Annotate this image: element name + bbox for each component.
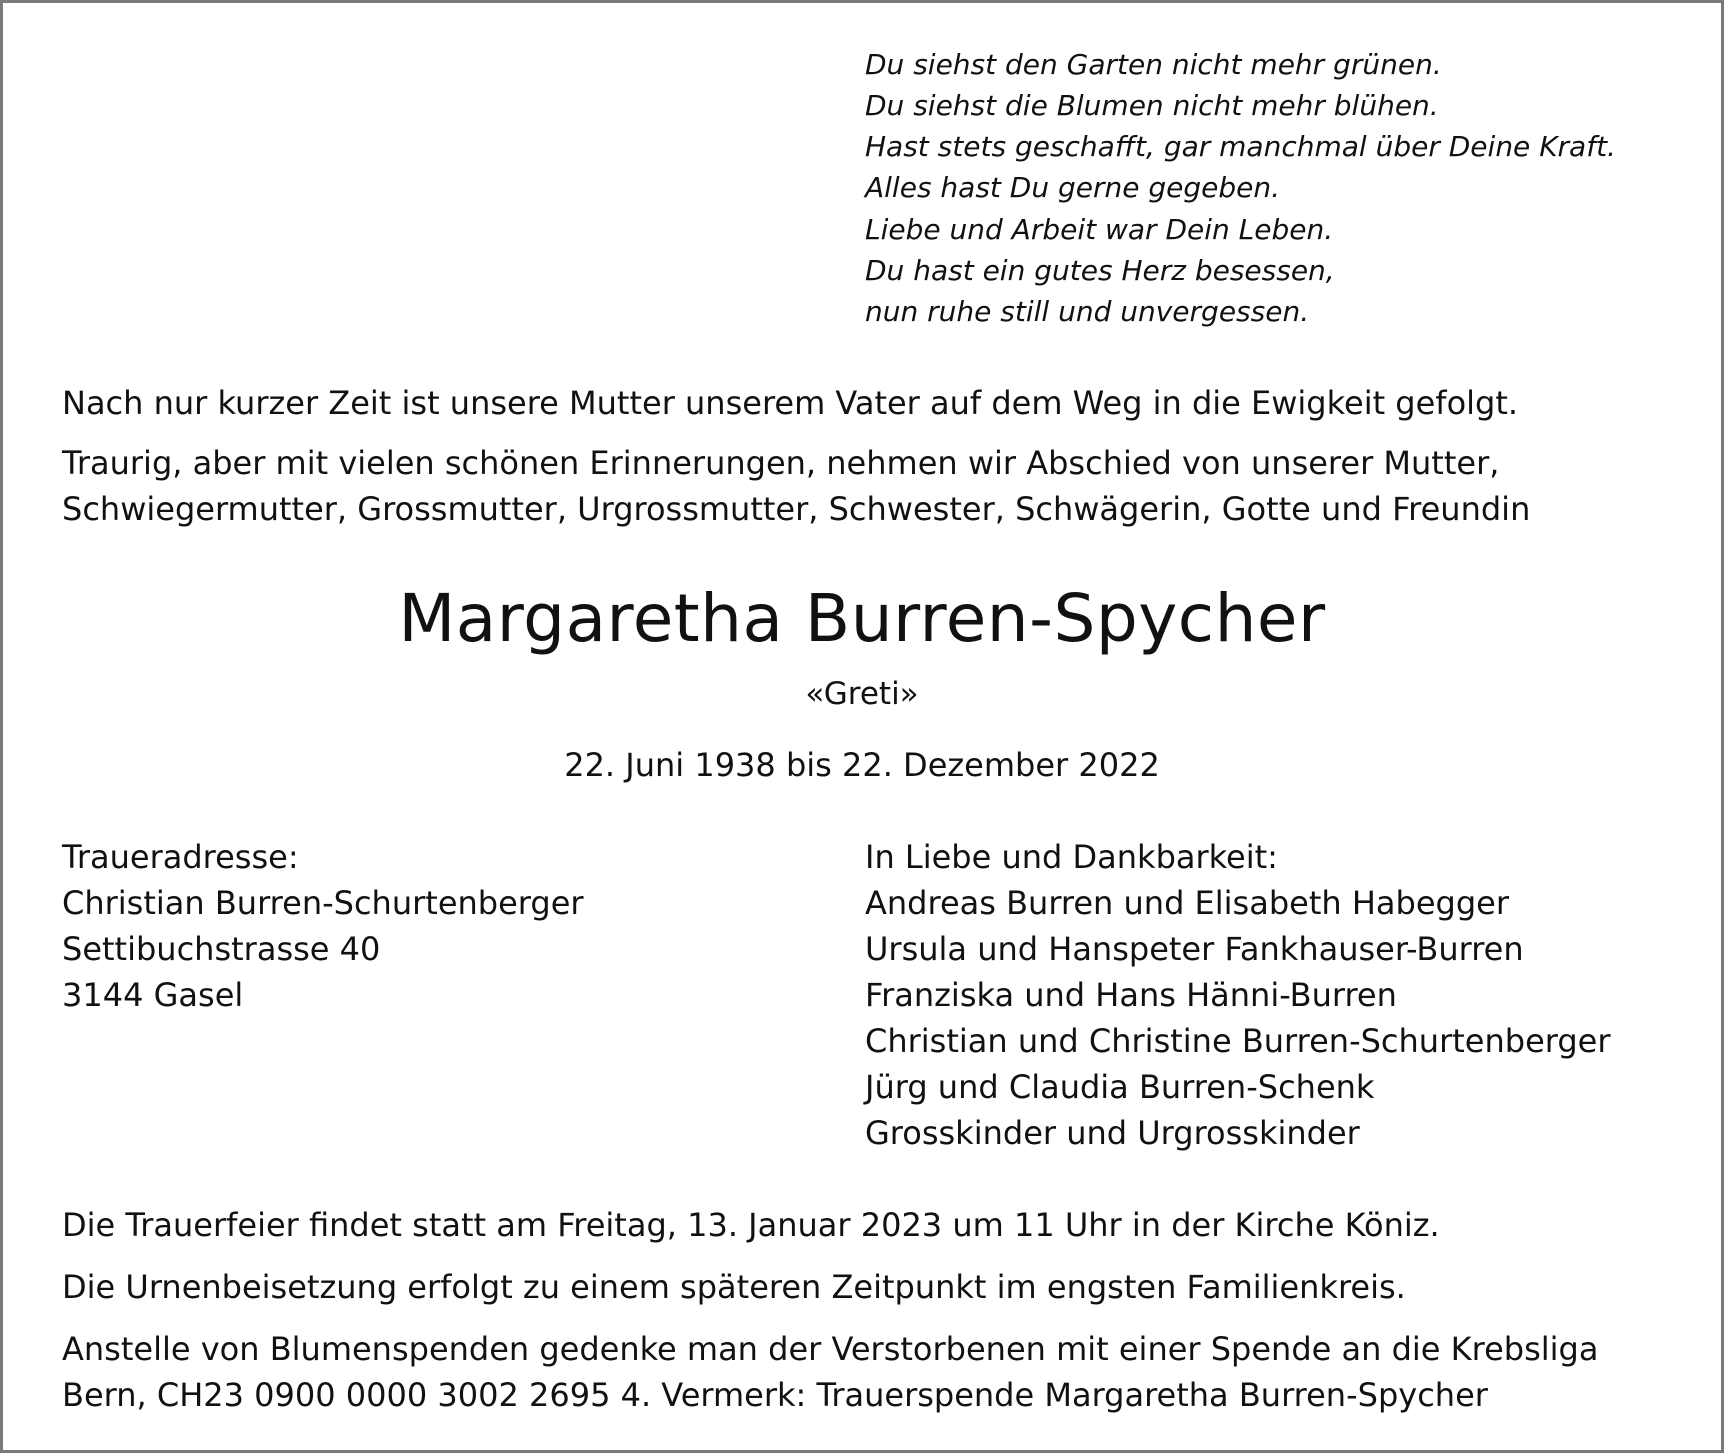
closing-line: Die Urnenbeisetzung erfolgt zu einem späteren Zeitpunkt im engsten Familienkreis. xyxy=(62,1268,1406,1306)
mourner-line: Franziska und Hans Hänni-Burren xyxy=(865,976,1397,1014)
deceased-name: Margaretha Burren-Spycher xyxy=(398,580,1326,657)
poem-line: Alles hast Du gerne gegeben. xyxy=(865,171,1281,204)
mourner-line: Jürg und Claudia Burren-Schenk xyxy=(865,1068,1375,1106)
mourner-line: Ursula und Hanspeter Fankhauser-Burren xyxy=(865,930,1524,968)
closing-line: Anstelle von Blumenspenden gedenke man der Verstorbenen mit einer Spende an die Krebsliga xyxy=(62,1330,1599,1368)
poem-line: Du siehst den Garten nicht mehr grünen. xyxy=(865,48,1442,81)
closing-line: Bern, CH23 0900 0000 3002 2695 4. Vermerk: Trauerspende Margaretha Burren-Spycher xyxy=(62,1376,1488,1414)
address-line: Settibuchstrasse 40 xyxy=(62,930,381,968)
intro-text: Schwiegermutter, Grossmutter, Urgrossmutter, Schwester, Schwägerin, Gotte und Freundin xyxy=(62,490,1531,528)
poem-line: nun ruhe still und unvergessen. xyxy=(865,295,1310,328)
poem-line: Du hast ein gutes Herz besessen, xyxy=(865,254,1335,287)
closing-line: Die Trauerfeier findet statt am Freitag, 13. Januar 2023 um 11 Uhr in der Kirche Köniz. xyxy=(62,1206,1440,1244)
mourner-line: Andreas Burren und Elisabeth Habegger xyxy=(865,884,1509,922)
intro-text: Traurig, aber mit vielen schönen Erinnerungen, nehmen wir Abschied von unserer Mutter, xyxy=(62,444,1500,482)
mourner-line: Christian und Christine Burren-Schurtenberger xyxy=(865,1022,1611,1060)
intro-text: Nach nur kurzer Zeit ist unsere Mutter unserem Vater auf dem Weg in die Ewigkeit gefolgt. xyxy=(62,384,1519,422)
mourner-line: In Liebe und Dankbarkeit: xyxy=(865,838,1278,876)
life-dates: 22. Juni 1938 bis 22. Dezember 2022 xyxy=(564,746,1160,784)
address-line: Christian Burren-Schurtenberger xyxy=(62,884,584,922)
deceased-nickname: «Greti» xyxy=(805,676,919,712)
mourner-line: Grosskinder und Urgrosskinder xyxy=(865,1114,1360,1152)
address-line: Traueradresse: xyxy=(62,838,299,876)
address-line: 3144 Gasel xyxy=(62,976,244,1014)
poem-line: Hast stets geschafft, gar manchmal über Deine Kraft. xyxy=(865,130,1616,163)
poem-line: Liebe und Arbeit war Dein Leben. xyxy=(865,213,1334,246)
poem-line: Du siehst die Blumen nicht mehr blühen. xyxy=(865,89,1439,122)
